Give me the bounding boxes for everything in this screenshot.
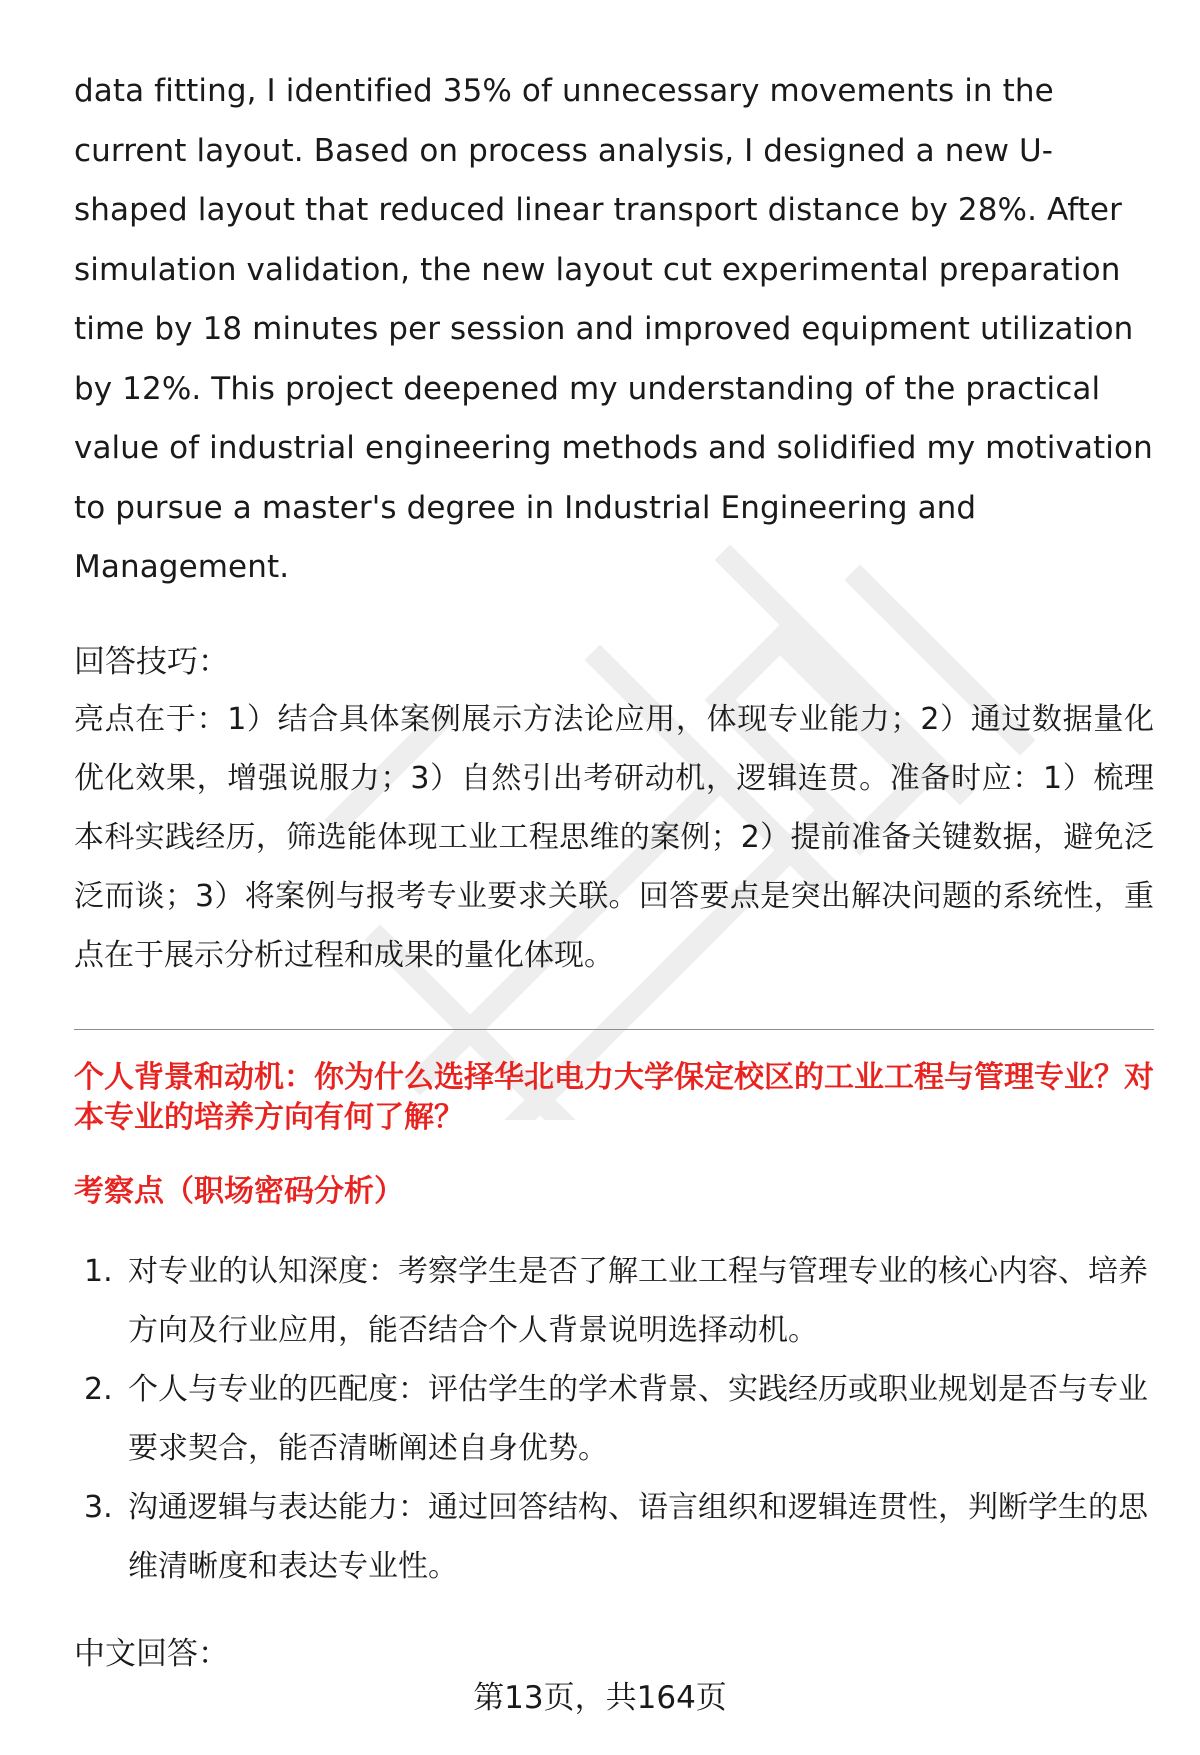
list-item-text: 沟通逻辑与表达能力：通过回答结构、语言组织和逻辑连贯性，判断学生的思维清晰度和表达专业性。 (128, 1489, 1148, 1584)
list-item (74, 1478, 1154, 1596)
question-heading: 个人背景和动机：你为什么选择华北电力大学保定校区的工业工程与管理专业？对本专业的培养方向有何了解？ (74, 1059, 1154, 1135)
list-item (74, 1242, 1154, 1360)
list-item-text: 个人与专业的匹配度：评估学生的学术背景、实践经历或职业规划是否与专业要求契合，能否清晰阐述自身优势。 (128, 1371, 1148, 1466)
list-item-text: 对专业的认知深度：考察学生是否了解工业工程与管理专业的核心内容、培养方向及行业应用，能否结合个人背景说明选择动机。 (128, 1253, 1148, 1348)
page-footer: 第13页，共164页 (473, 1680, 727, 1716)
list-item-number: 2. (84, 1371, 113, 1407)
list-item-number: 3. (84, 1489, 113, 1525)
section-divider (74, 1029, 1154, 1030)
chinese-answer-label: 中文回答： (74, 1635, 229, 1672)
list-item (74, 1360, 1154, 1478)
answer-paragraph-en: data fitting, I identified 35% of unnecessary movements in the current layout. Based on process analysis, I designed a new U-shaped layout that reduced linear transport distance by 28%. After simulation validation, the new layout cut experimental preparation time by 18 minutes per session and improved equipment utilization by 12%. This project deepened my understanding of the practical value of industrial engineering methods and solidified my motivation to pursue a master's degree in Industrial Engineering and Management. (74, 73, 1153, 585)
assessment-list (74, 1242, 1154, 1596)
assessment-heading: 考察点（职场密码分析） (74, 1173, 404, 1209)
list-item-number: 1. (84, 1253, 113, 1289)
tips-body: 亮点在于：1）结合具体案例展示方法论应用，体现专业能力；2）通过数据量化优化效果，增强说服力；3）自然引出考研动机，逻辑连贯。准备时应：1）梳理本科实践经历，筛选能体现工业工程思维的案例；2）提前准备关键数据，避免泛泛而谈；3）将案例与报考专业要求关联。回答要点是突出解决问题的系统性，重点在于展示分析过程和成果的量化体现。 (74, 701, 1154, 973)
tips-label: 回答技巧： (74, 643, 229, 680)
page-content (74, 62, 1154, 1682)
